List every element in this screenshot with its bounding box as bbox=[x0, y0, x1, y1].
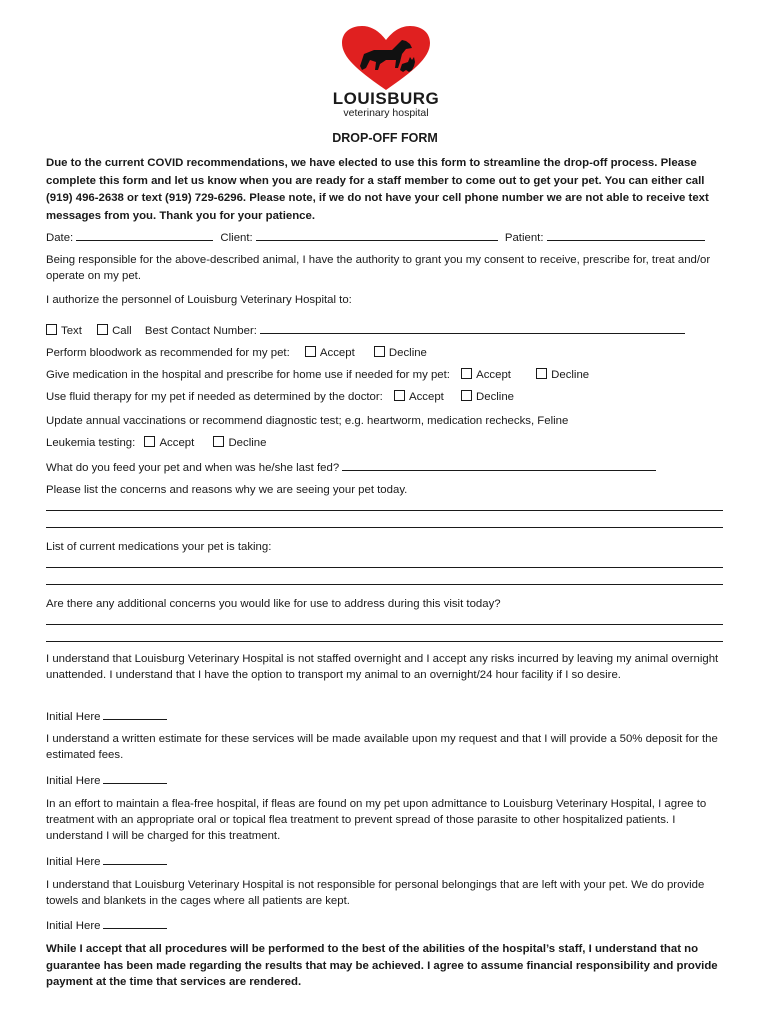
initial-row bbox=[46, 708, 167, 725]
fluid-decline-checkbox[interactable] bbox=[461, 390, 472, 401]
initial-label: Initial Here bbox=[46, 775, 101, 787]
additional-answer-line[interactable] bbox=[46, 624, 723, 625]
medication-question: Give medication in the hospital and prescribe for home use if needed for my pet: bbox=[46, 369, 450, 381]
initial-field[interactable] bbox=[103, 853, 167, 865]
client-field[interactable] bbox=[256, 229, 498, 241]
initial-row bbox=[46, 772, 167, 789]
overnight-acknowledgement: I understand that Louisburg Veterinary Hospital is not staffed overnight and I accept any risks incurred by leaving my animal overnight unattended. I understand that I have the option to transport my animal to an overnight/24 hour facility if I so desire. bbox=[46, 653, 719, 682]
intro-paragraph: Due to the current COVID recommendations, we have elected to use this form to streamline the drop-off process. Please complete this form and let us know when you are ready for a staff member to come out to get your pet. You can either call (919) 496-2638 or text (919) 729-6296. Please note, if we do not have your cell phone number we are not able to receive text messages from you. Thank you for your patience. bbox=[46, 157, 709, 222]
accept-label: Accept bbox=[476, 369, 511, 381]
decline-label: Decline bbox=[388, 347, 427, 359]
additional-answer-line[interactable] bbox=[46, 641, 723, 642]
call-label: Call bbox=[112, 325, 132, 337]
initial-label: Initial Here bbox=[46, 856, 101, 868]
feeding-row bbox=[46, 459, 656, 476]
hospital-logo bbox=[330, 26, 442, 119]
form-title: DROP-OFF FORM bbox=[332, 131, 438, 145]
contact-number-label: Best Contact Number: bbox=[144, 325, 257, 337]
bloodwork-question: Perform bloodwork as recommended for my pet: bbox=[46, 347, 290, 359]
contact-row bbox=[46, 322, 685, 339]
medications-answer-line[interactable] bbox=[46, 567, 723, 568]
bloodwork-decline-checkbox[interactable] bbox=[374, 346, 385, 357]
concerns-answer-line[interactable] bbox=[46, 510, 723, 511]
header-fields-row bbox=[46, 229, 705, 246]
feeding-field[interactable] bbox=[342, 459, 656, 471]
initial-label: Initial Here bbox=[46, 711, 101, 723]
accept-label: Accept bbox=[409, 391, 444, 403]
logo-subtitle: veterinary hospital bbox=[343, 107, 429, 119]
consent-paragraph: Being responsible for the above-described animal, I have the authority to grant you my consent to receive, prescribe for, treat and/or operate on my pet. bbox=[46, 254, 711, 283]
bloodwork-accept-checkbox[interactable] bbox=[305, 346, 316, 357]
medication-accept-checkbox[interactable] bbox=[461, 368, 472, 379]
additional-question: Are there any additional concerns you would like for use to address during this visit today? bbox=[46, 598, 501, 610]
estimate-acknowledgement: I understand a written estimate for these services will be made available upon my request and that I will provide a 50% deposit for the estimated fees. bbox=[46, 733, 718, 762]
decline-label: Decline bbox=[551, 369, 590, 381]
accept-label: Accept bbox=[319, 347, 355, 359]
patient-field[interactable] bbox=[547, 229, 705, 241]
accept-label: Accept bbox=[159, 437, 195, 449]
vaccinations-accept-checkbox[interactable] bbox=[144, 436, 155, 447]
initial-field[interactable] bbox=[103, 708, 167, 720]
bloodwork-row bbox=[46, 345, 427, 361]
initial-row bbox=[46, 917, 167, 934]
heart-pets-icon bbox=[340, 26, 432, 92]
client-label: Client: bbox=[220, 232, 253, 244]
date-label: Date: bbox=[46, 232, 74, 244]
belongings-acknowledgement: I understand that Louisburg Veterinary Hospital is not responsible for personal belongings that are left with your pet. We do provide towels and blankets in the cages where all patients are kept. bbox=[46, 879, 705, 908]
patient-label: Patient: bbox=[504, 232, 544, 244]
fleas-acknowledgement: In an effort to maintain a flea-free hospital, if fleas are found on my pet upon admittance to Louisburg Veterinary Hospital, I agree to treatment with an appropriate oral or topical flea treatment to prevent spread of those parasite to other hospitalized patients. I understand I will be charged for this treatment. bbox=[46, 798, 707, 843]
fluid-accept-checkbox[interactable] bbox=[394, 390, 405, 401]
contact-number-field[interactable] bbox=[260, 322, 685, 334]
decline-label: Decline bbox=[228, 437, 267, 449]
fluid-row bbox=[46, 389, 514, 405]
medications-answer-line[interactable] bbox=[46, 584, 723, 585]
feeding-question: What do you feed your pet and when was he/she last fed? bbox=[46, 462, 340, 474]
text-label: Text bbox=[61, 325, 82, 337]
concerns-question: Please list the concerns and reasons why we are seeing your pet today. bbox=[46, 484, 408, 496]
medication-row bbox=[46, 367, 589, 383]
logo-name: LOUISBURG bbox=[332, 89, 440, 108]
initial-label: Initial Here bbox=[46, 920, 101, 932]
closing-statement: While I accept that all procedures will be performed to the best of the abilities of the hospital’s staff, I understand that no guarantee has been made regarding the results that may be achieved. I agree to assume financial responsibility and provide payment at the time that services are rendered. bbox=[46, 943, 718, 989]
medications-question: List of current medications your pet is taking: bbox=[46, 541, 272, 553]
text-checkbox[interactable] bbox=[46, 324, 57, 335]
fluid-question: Use fluid therapy for my pet if needed as determined by the doctor: bbox=[46, 391, 383, 403]
initial-field[interactable] bbox=[103, 772, 167, 784]
vaccinations-decline-checkbox[interactable] bbox=[213, 436, 224, 447]
vaccinations-row bbox=[46, 435, 266, 451]
authorize-text: I authorize the personnel of Louisburg Veterinary Hospital to: bbox=[46, 294, 352, 306]
initial-row bbox=[46, 853, 167, 870]
concerns-answer-line[interactable] bbox=[46, 527, 723, 528]
decline-label: Decline bbox=[476, 391, 515, 403]
call-checkbox[interactable] bbox=[97, 324, 108, 335]
vaccinations-question-line2: Leukemia testing: bbox=[46, 437, 136, 449]
date-field[interactable] bbox=[76, 229, 213, 241]
initial-field[interactable] bbox=[103, 917, 167, 929]
medication-decline-checkbox[interactable] bbox=[536, 368, 547, 379]
vaccinations-question-line1: Update annual vaccinations or recommend diagnostic test; e.g. heartworm, medication rechecks, Feline bbox=[46, 415, 569, 427]
